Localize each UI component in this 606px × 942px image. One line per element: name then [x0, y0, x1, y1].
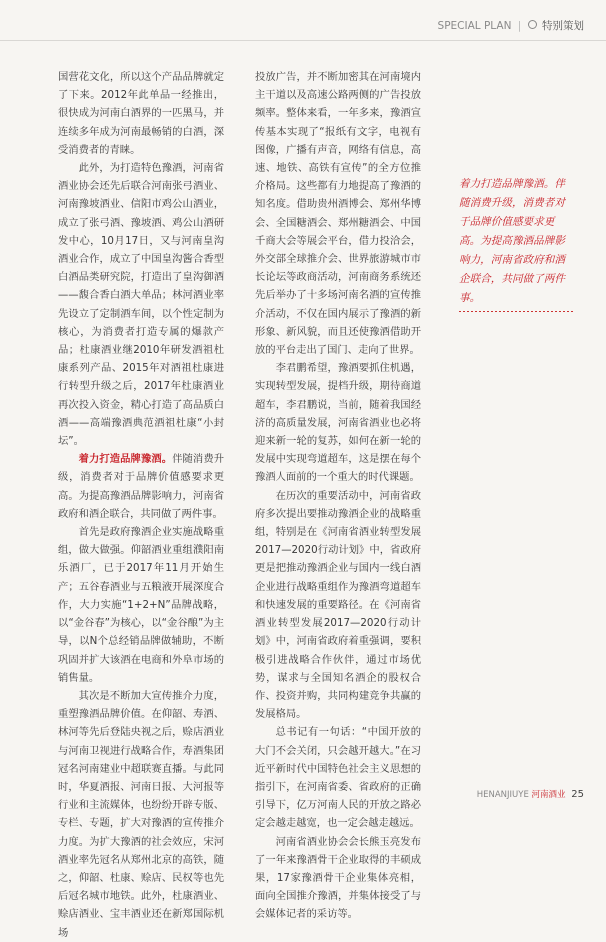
subheading-text: 伴随消费升级，消费者对于品牌价值感要求更高。为提高豫酒品牌影响力，河南省政府和酒企联合，共同做了两件事。 — [58, 453, 225, 520]
magazine-name-en: HENANJIUYE — [476, 790, 529, 800]
paragraph: 在历次的重要活动中，河南省政府多次提出要推动豫酒企业的战略重组，特别是在《河南省酒业转型发展2017—2020行动计划》中，省政府更是把推动豫酒企业与国内一线白酒企业进行战略重组作为豫酒弯道超车和快速发展的重要路径。在《河南省酒业转型发展2017—2020行动计划》中，河南省政府着重强调，要积极引进战略合作伙伴，通过市场优势，谋求与全国知名酒企的股权合作、投资并购，共同构建竞争共赢的发展格局。 — [255, 489, 421, 721]
header-separator: | — [517, 20, 522, 32]
page-header — [438, 18, 584, 33]
paragraph: 国营花文化，所以这个产品品牌就定了下来。2012年此单品一经推出，很快成为河南白酒界的一匹黑马，并连续多年成为河南最畅销的白酒，深受消费者的青睐。 — [58, 71, 224, 156]
pull-quote — [459, 175, 575, 312]
magazine-name-cn: 河南酒业 — [531, 790, 566, 800]
paragraph: 李君鹏希望，豫酒要抓住机遇，实现转型发展，提档升级，期待商道超车，李君鹏说，当前，随着我国经济的高质量发展，河南省酒业也必将迎来新一轮的复苏，如何在新一轮的发展中实现弯道超车，这是摆在每个豫酒人面前的一个重大的时代课题。 — [255, 362, 421, 484]
section-label-en: SPECIAL PLAN — [437, 20, 512, 32]
paragraph: 其次是不断加大宣传推介力度，重塑豫酒品牌价值。在仰韶、寿酒、林河等先后登陆央视之后，赊店酒业与河南卫视进行战略合作，寿酒集团冠名河南建业中超联赛直播。与此同时，华夏酒报、河南日报、大河报等行业和主流媒体，也纷纷开辟专版、专栏、专题，扩大对豫酒的宣传推介力度。为扩大豫酒的社会效应，宋河酒业率先冠名从郑州北京的高铁，随之，仰韶、杜康、赊店、民权等也先后冠名城市地铁。此外，杜康酒业、赊店酒业、宝丰酒业还在新郑国际机场 — [58, 689, 224, 939]
section-label-cn: 特别策划 — [542, 20, 584, 32]
article-column-left — [58, 68, 224, 942]
header-divider — [0, 40, 606, 41]
page-footer — [477, 788, 584, 800]
article-column-middle — [255, 68, 421, 924]
paragraph: 总书记有一句话：“中国开放的大门不会关闭，只会越开越大。”在习近平新时代中国特色社会主义思想的指引下，在河南省委、省政府的正确引导下，亿万河南人民的开放之路必定会越走越宽，也一定会越走越远。 — [255, 726, 421, 830]
highlight-paragraph — [58, 450, 224, 523]
paragraph: 河南省酒业协会会长熊玉亮发布了一年来豫酒骨干企业取得的丰硕成果，17家豫酒骨干企业集体亮相，面向全国推介豫酒，并集体接受了与会媒体记者的采访等。 — [255, 835, 421, 921]
circle-icon — [528, 20, 537, 29]
paragraph: 投放广告，并不断加密其在河南境内主干道以及高速公路两侧的广告投放频率。整体来看，一年多来，豫酒宣传基本实现了“报纸有文字，电视有图像，广播有声音，网络有信息，高速、地铁、高铁有宣传”的全方位推介格局。这些都有力地提高了豫酒的知名度。借助贵州酒博会、郑州华博会、全国糖酒会、郑州糖酒会、中国千商大会等展会平台，借力投洽会，外交部全球推介会、世界旅游城市市长论坛等政商活动，河南商务系统还先后举办了十多场河南名酒的宣传推介活动，不仅在国内展示了豫酒的新形象、新风貌，而且还使豫酒借助开放的平台走出了国门、走向了世界。 — [255, 71, 421, 357]
paragraph: 首先是政府豫酒企业实施战略重组，做大做强。仰韶酒业重组濮阳南乐酒厂，已于2017年11月开始生产；五谷春酒业与五粮液开展深度合作，大力实施“1+2+N”品牌战略，以“金谷春”为核心，以“金谷酿”为主导，以N个总经销品牌做辅助，不断巩固并扩大该酒在电商和外阜市场的销售量。 — [58, 526, 224, 684]
pull-quote-text: 着力打造品牌豫酒。伴随消费升级，消费者对于品牌价值感要求更高。为提高豫酒品牌影响力，河南省政府和酒企联合，共同做了两件事。 — [459, 178, 565, 304]
paragraph: 此外，为打造特色豫酒，河南省酒业协会还先后联合河南张弓酒业、河南豫坡酒业、信阳市鸡公山酒业，成立了张弓酒、豫坡酒、鸡公山酒研发中心，10月17日，又与河南皇沟酒业合作，成立了中国皇沟酱合香型白酒品类研究院，打造出了皇沟御酒——馥合香白酒大单品；林河酒业率先设立了定制酒车间，以个性定制为核心，为消费者打造专属的爆款产品；杜康酒业继2010年研发酒祖杜康系列产品、2015年对酒祖杜康进行转型升级之后，2017年杜康酒业再次投入资金，精心打造了高品质白酒——高端豫酒典范酒祖杜康“小封坛”。 — [58, 162, 224, 448]
subheading: 着力打造品牌豫酒。 — [78, 453, 173, 466]
pull-quote-underline — [459, 311, 575, 312]
page-number: 25 — [571, 789, 584, 800]
